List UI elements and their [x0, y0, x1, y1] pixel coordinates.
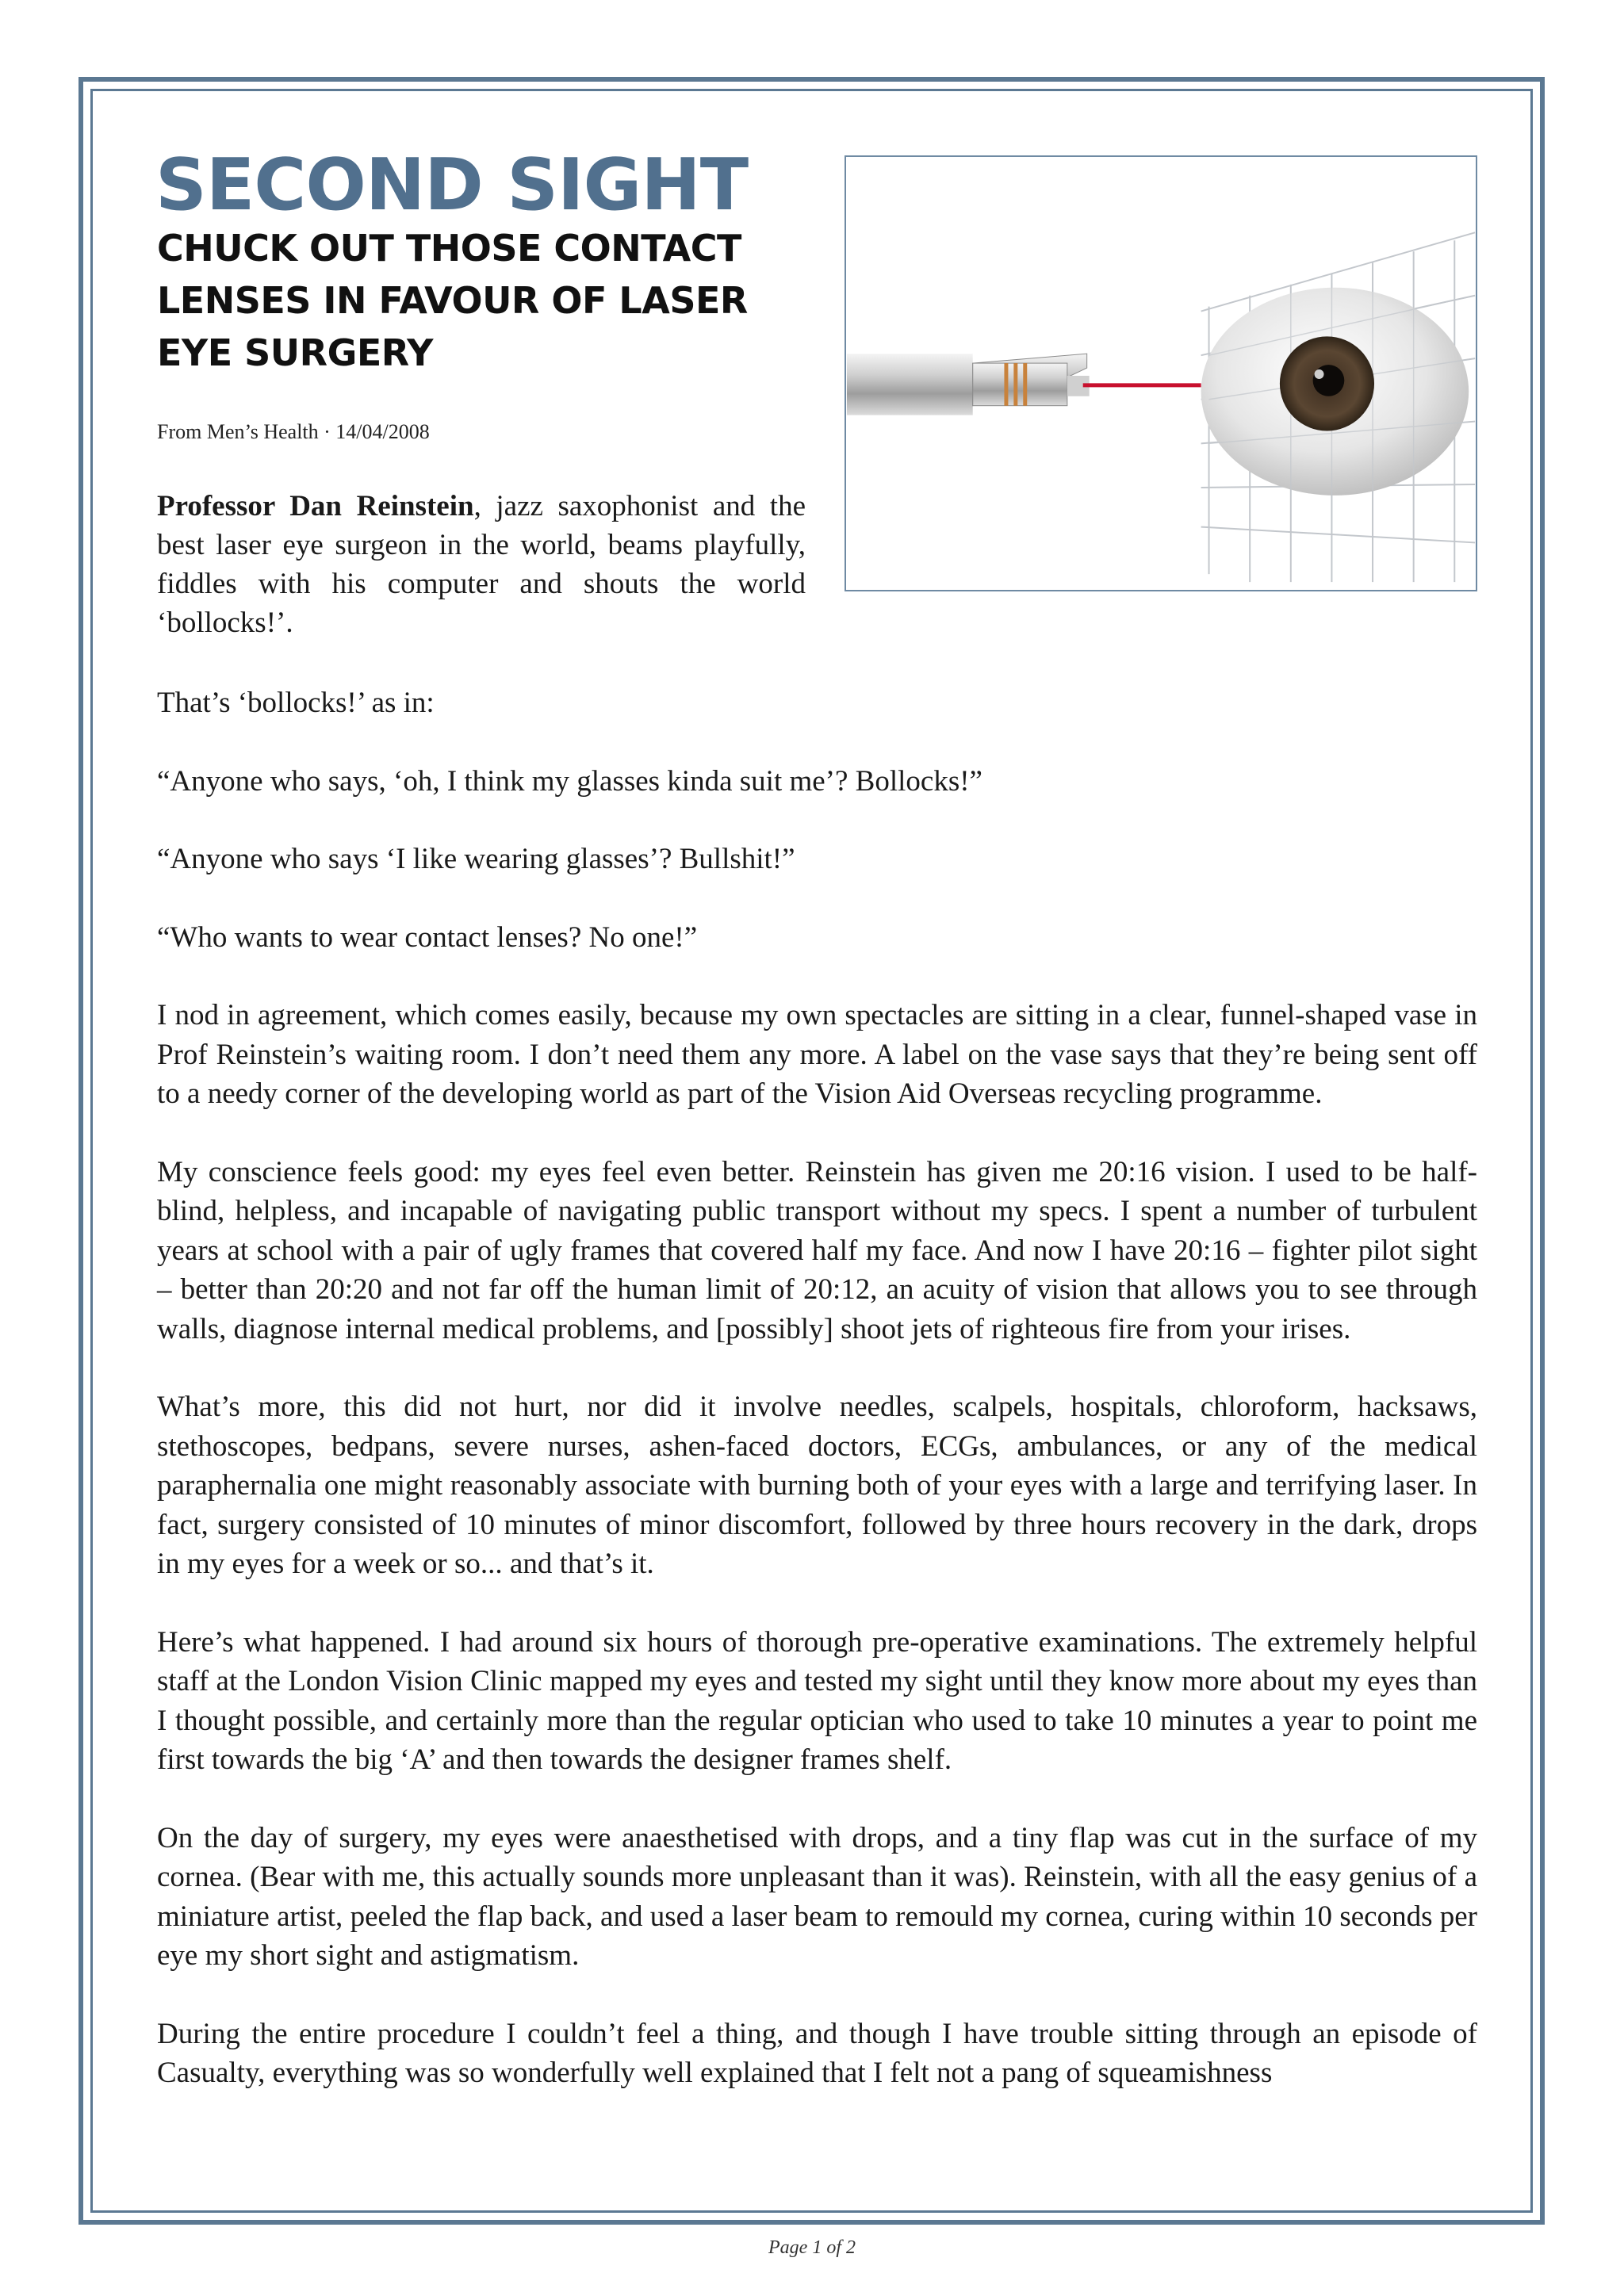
- body-paragraph: I nod in agreement, which comes easily, because my own spectacles are sitting in a clear, funnel-shaped vase in Prof Reinstein’s waiting room. I don’t need them any more. A label on the vase says that they’re being sent off to a needy corner of the developing world as part of the Vision Aid Overseas recycling programme.: [157, 999, 1477, 1110]
- body-paragraph: “Who wants to wear contact lenses? No one!”: [157, 920, 698, 954]
- article-body: [157, 683, 1477, 2132]
- lead-rest: , jazz saxophonist and the best laser eye surgeon in the world, beams playfully, fiddles with his computer and shouts the world ‘bollocks!’.: [157, 490, 806, 639]
- body-paragraph: That’s ‘bollocks!’ as in:: [157, 687, 435, 719]
- lead-paragraph: [157, 487, 806, 642]
- article-title: SECOND SIGHT: [155, 144, 749, 227]
- laser-eye-illustration: [845, 155, 1477, 591]
- article-source: From Men’s Health · 14/04/2008: [157, 420, 430, 443]
- article-subtitle: CHUCK OUT THOSE CONTACT LENSES IN FAVOUR OF LASER EYE SURGERY: [157, 227, 748, 374]
- body-paragraph: On the day of surgery, my eyes were anaesthetised with drops, and a tiny flap was cut in the surface of my cornea. (Bear with me, this actually sounds more unpleasant than it was). Reinstein, with all the easy genius of a miniature artist, peeled the flap back, and used a laser beam to remould my cornea, curing within 10 seconds per eye my short sight and astigmatism.: [157, 1821, 1477, 1972]
- body-paragraph: Here’s what happened. I had around six hours of thorough pre-operative examinations. The extremely helpful staff at the London Vision Clinic mapped my eyes and tested my sight until they know more about my eyes than I thought possible, and certainly more than the regular optician who used to take 10 minutes a year to point me first towards the big ‘A’ and then towards the designer frames shelf.: [157, 1625, 1477, 1776]
- lead-name: Professor Dan Reinstein: [157, 490, 474, 522]
- page-number: Page 1 of 2: [768, 2237, 856, 2258]
- body-paragraph: “Anyone who says, ‘oh, I think my glasses kinda suit me’? Bollocks!”: [157, 764, 982, 798]
- laser-eye-icon: [846, 157, 1476, 590]
- body-paragraph: During the entire procedure I couldn’t feel a thing, and though I have trouble sitting through an episode of Casualty, everything was so wonderfully well explained that I felt not a pang of squeamishness: [157, 2017, 1477, 2089]
- body-paragraph: What’s more, this did not hurt, nor did it involve needles, scalpels, hospitals, chloroform, hacksaws, stethoscopes, bedpans, severe nurses, ashen-faced doctors, ECGs, ambulances, or any of the medical paraphernalia one might reasonably associate with burning both of your eyes with a large and terrifying laser. In fact, surgery consisted of 10 minutes of minor discomfort, followed by three hours recovery in the dark, drops in my eyes for a week or so... and that’s it.: [157, 1391, 1477, 1580]
- body-paragraph: My conscience feels good: my eyes feel even better. Reinstein has given me 20:16 vision. I used to be half-blind, helpless, and incapable of navigating public transport without my specs. I spent a number of turbulent years at school with a pair of ugly frames that covered half my face. And now I have 20:16 – fighter pilot sight – better than 20:20 and not far off the human limit of 20:12, an acuity of vision that allows you to see through walls, diagnose internal medical problems, and [possibly] shoot jets of righteous fire from your irises.: [157, 1155, 1477, 1345]
- body-paragraph: “Anyone who says ‘I like wearing glasses’? Bullshit!”: [157, 843, 795, 875]
